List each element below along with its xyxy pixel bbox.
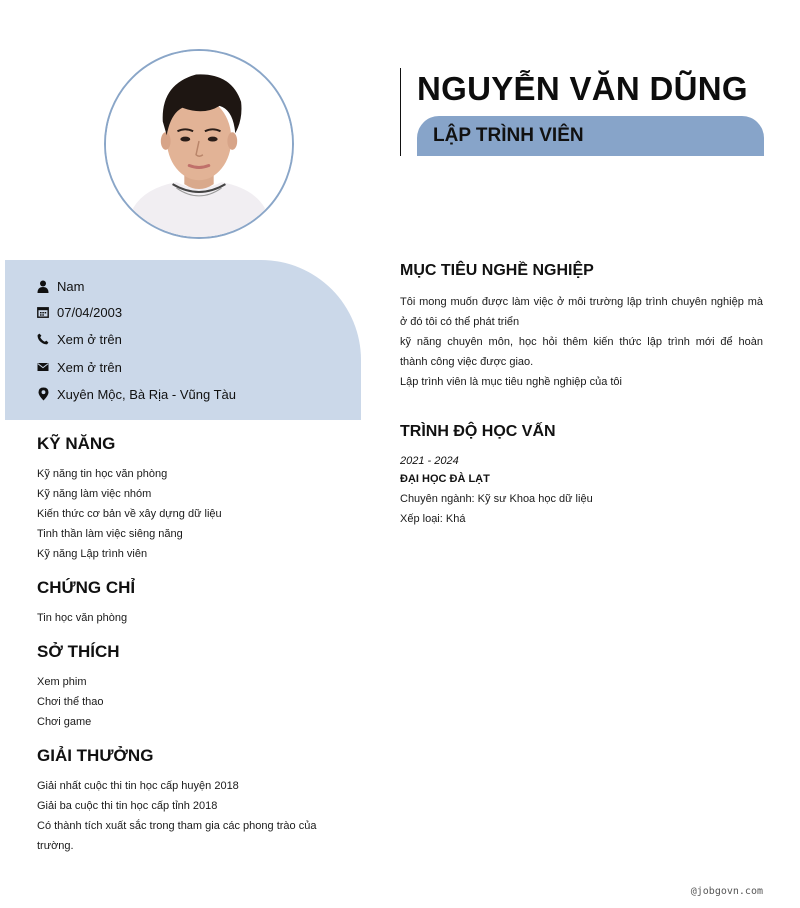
objective-text	[400, 292, 763, 392]
portrait-illustration	[106, 51, 292, 237]
contact-gender	[36, 276, 84, 296]
certificates-heading: CHỨNG CHỈ	[37, 578, 136, 597]
list-item: Kỹ năng Lập trình viên	[37, 548, 148, 560]
objective-line: kỹ năng chuyên môn, học hỏi thêm kiến thức lập trình mới để hoàn	[400, 336, 763, 348]
email-value: Xem ở trên	[57, 359, 122, 375]
education-entry	[400, 451, 763, 529]
objective-heading: MỤC TIÊU NGHỀ NGHIỆP	[400, 262, 594, 279]
location-pin-icon	[36, 387, 50, 401]
list-item: Tinh thần làm việc siêng năng	[37, 528, 183, 540]
list-item: Kỹ năng tin học văn phòng	[37, 468, 168, 480]
education-grade: Xếp loại: Khá	[400, 513, 466, 525]
contact-panel	[5, 260, 361, 420]
full-name: NGUYỄN VĂN DŨNG	[417, 70, 748, 107]
contact-address	[36, 384, 236, 404]
education-heading: TRÌNH ĐỘ HỌC VẤN	[400, 423, 556, 440]
calendar-icon	[36, 305, 50, 319]
awards-list	[37, 776, 337, 856]
skills-list	[37, 464, 337, 564]
list-item: Kiến thức cơ bản về xây dựng dữ liệu	[37, 508, 222, 520]
education-period: 2021 - 2024	[400, 455, 459, 467]
address-value: Xuyên Mộc, Bà Rịa - Vũng Tàu	[57, 386, 236, 402]
education-major: Chuyên ngành: Kỹ sư Khoa học dữ liệu	[400, 493, 593, 505]
school-name: ĐẠI HỌC ĐÀ LẠT	[400, 473, 490, 485]
list-item: Xem phim	[37, 676, 87, 688]
list-item: Chơi game	[37, 716, 92, 728]
phone-value: Xem ở trên	[57, 331, 122, 347]
phone-icon	[36, 332, 50, 346]
list-item: Có thành tích xuất sắc trong tham gia các phong trào của	[37, 820, 317, 832]
objective-line: thành công việc được giao.	[400, 356, 534, 368]
skills-heading: KỸ NĂNG	[37, 434, 116, 453]
objective-line: ở đó tôi có thể phát triển	[400, 316, 520, 328]
objective-line: Lập trình viên là mục tiêu nghề nghiệp của tôi	[400, 376, 622, 388]
gender-value: Nam	[57, 278, 85, 294]
contact-birthdate	[36, 302, 122, 322]
birthdate-value: 07/04/2003	[57, 304, 123, 320]
watermark: @jobgovn.com	[690, 886, 763, 897]
objective-line: Tôi mong muốn được làm việc ở môi trường lập trình chuyên nghiệp mà	[400, 296, 763, 308]
awards-heading: GIẢI THƯỞNG	[37, 746, 154, 765]
list-item: trường.	[37, 840, 74, 852]
list-item: Chơi thể thao	[37, 696, 104, 708]
envelope-icon	[36, 360, 50, 374]
contact-email	[36, 357, 122, 377]
list-item: Giải nhất cuộc thi tin học cấp huyện 2018	[37, 780, 239, 792]
list-item: Giải ba cuộc thi tin học cấp tỉnh 2018	[37, 800, 218, 812]
list-item: Tin học văn phòng	[37, 612, 128, 624]
certificates-list	[37, 608, 337, 628]
hobbies-heading: SỞ THÍCH	[37, 642, 120, 661]
hobbies-list	[37, 672, 337, 732]
profile-photo	[104, 49, 294, 239]
header	[400, 68, 764, 156]
job-title: LẬP TRÌNH VIÊN	[417, 116, 764, 156]
contact-phone	[36, 329, 122, 349]
person-icon	[36, 279, 50, 293]
list-item: Kỹ năng làm việc nhóm	[37, 488, 152, 500]
